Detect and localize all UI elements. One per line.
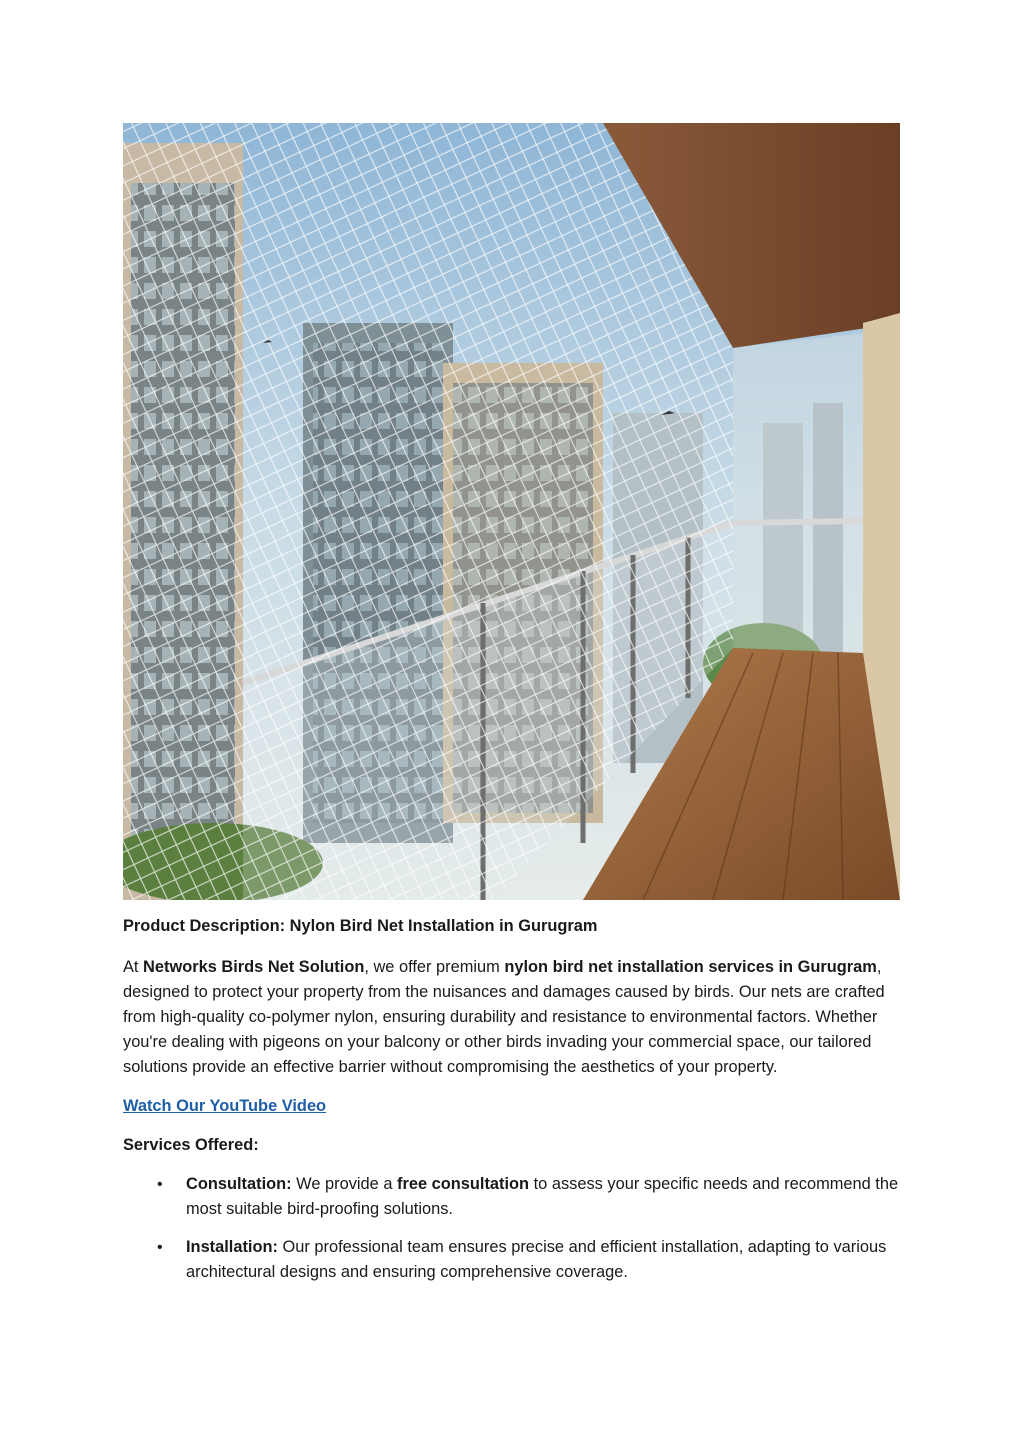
youtube-video-link[interactable]: Watch Our YouTube Video [123, 1097, 327, 1115]
list-item [123, 1172, 903, 1222]
services-title: Services Offered: [123, 1136, 259, 1154]
intro-text: , designed to protect your property from the nuisances and damages caused by birds. Our nets are crafted from high-quality co-polymer nylon, ensuring durability and resistance to environmental factors. Whether you're dealing with pigeons on your balcony or other birds invading your commercial space, our tailored solutions provide an effective barrier without compromising the aesthetics of your property. [123, 958, 885, 1076]
service-highlight: free consultation [397, 1175, 530, 1193]
bullet-icon: • [157, 1176, 163, 1193]
services-list [123, 1172, 903, 1285]
service-text: to assess your specific needs and recommend the most suitable bird-proofing solutions. [186, 1175, 899, 1218]
service-text: We provide a [291, 1175, 398, 1193]
service-label: Consultation: [186, 1175, 292, 1193]
product-heading: Product Description: Nylon Bird Net Installation in Gurugram [123, 917, 598, 935]
hero-image [123, 123, 900, 900]
product-description [123, 955, 903, 1080]
list-item [123, 1235, 903, 1285]
intro-text: , we offer premium [364, 958, 505, 976]
service-highlight: nylon bird net installation services in Gurugram [504, 958, 877, 976]
product-content [123, 914, 903, 1298]
service-text: Our professional team ensures precise and efficient installation, adapting to various architectural designs and ensuring comprehensive coverage. [186, 1238, 887, 1281]
bullet-icon: • [157, 1239, 163, 1256]
balcony-net-illustration [123, 123, 900, 900]
intro-text: At [123, 958, 144, 976]
service-label: Installation: [186, 1238, 278, 1256]
company-name: Networks Birds Net Solution [143, 958, 365, 976]
